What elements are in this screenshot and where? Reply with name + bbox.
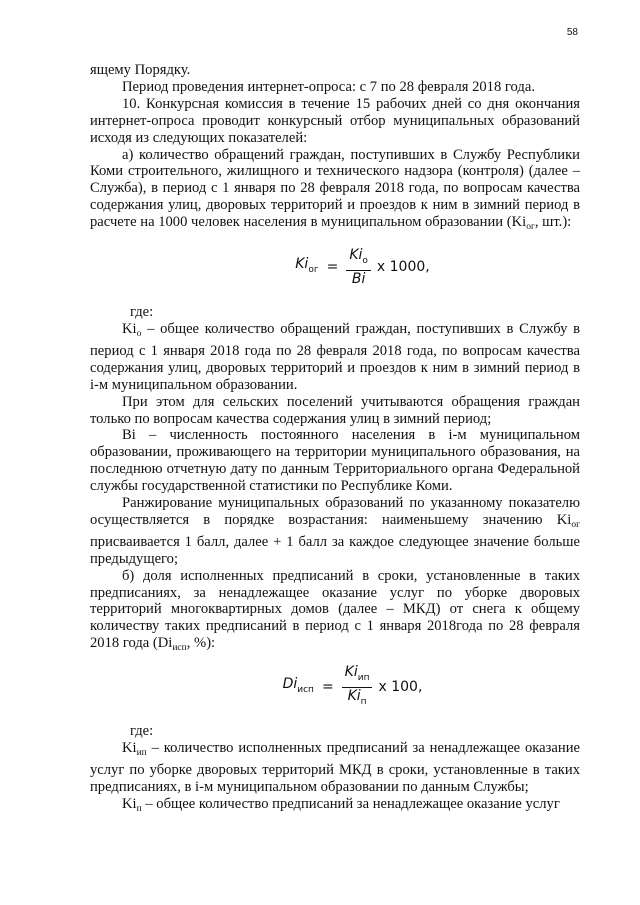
paragraph-ki-ip-definition: $Ki_{ип}$ – количество исполненных предписаний за ненадлежащее оказание услуг по уборке дворовых территорий МКД в сроки, установленные в таких предписаниях, в i-м муниципальном образовании по данным Службы;	[90, 740, 580, 795]
formula-2-equals: =	[321, 678, 334, 695]
formula-2-fraction	[342, 664, 373, 711]
paragraph-ki-o-definition: $Ki_о$ – общее количество обращений граждан, поступивших в Службу в период с 1 января 2018 года по 28 февраля 2018 года, по вопросам качества содержания улиц, дворовых территорий и проездов к ним в зимний период в i-м муниципальном образовании.	[90, 320, 580, 393]
formula-1-denominator: Bi	[351, 270, 366, 287]
indicator-a-text: а) количество обращений граждан, поступивших в Службу Республики Коми строительного, жилищного и технического надзора (контроля) (далее – Служба), в период с 1 января по 28 февраля 2018 года, по вопросам качества содержания улиц, дворовых территорий и проездов к ним в зимний период в расчете на 1000 человек населения в муниципальном образовании (Ki	[90, 146, 580, 231]
formula-2-multiplier: x 100,	[378, 678, 423, 695]
paragraph-survey-period: Период проведения интернет-опроса: с 7 по 28 февраля 2018 года.	[122, 78, 535, 95]
paragraph-indicator-a	[90, 147, 580, 237]
paragraph-indicator-b: б) доля исполненных предписаний в сроки, установленные в таких предписаниях, за ненадлежащее оказание услуг по уборке дворовых территорий многоквартирных домов (далее – МКД) от снега к общему количеству таких предписаний в период с 1 января 2018года по 28 февраля 2018 года ($Di_{исп}$, %):	[90, 567, 580, 654]
page-number: 58	[566, 27, 578, 38]
formula-1-fraction	[346, 247, 371, 288]
label-where-1: где:	[130, 304, 154, 321]
indicator-a-subscript: ог	[526, 222, 535, 233]
formula-2-lhs: $Di_{исп}$	[282, 675, 314, 695]
label-where-2: где:	[130, 723, 154, 740]
paragraph-commission: 10. Конкурсная комиссия в течение 15 рабочих дней со дня окончания интернет-опроса проводит конкурсный отбор муниципальных образований исходя из следующих показателей:	[90, 95, 580, 146]
formula-2-numerator: $Ki_{ип}$	[342, 664, 373, 688]
formula-1-multiplier: x 1000,	[376, 258, 430, 275]
paragraph-continuation: ящему Порядку.	[90, 62, 191, 78]
paragraph-ki-p-definition: $Ki_п$ – общее количество предписаний за ненадлежащее оказание услуг	[122, 795, 560, 814]
formula-ki-og	[90, 236, 580, 298]
paragraph-ranking: Ранжирование муниципальных образований по указанному показателю осуществляется в порядке возрастания: наименьшему значению $Ki_{ог}$ присваивается 1 балл, далее + 1 балл за каждое следующее значение больше предыдущего;	[90, 495, 580, 567]
formula-di-isp	[90, 657, 580, 717]
paragraph-rural-note: При этом для сельских поселений учитываются обращения граждан только по вопросам качества содержания улиц в зимний период;	[90, 393, 580, 427]
indicator-a-tail: , шт.):	[534, 214, 572, 231]
document-body	[90, 62, 580, 818]
formula-1-lhs: $Ki_{ог}$	[295, 255, 319, 275]
formula-2-denominator: $Ki_п$	[347, 687, 367, 707]
formula-1-equals: =	[326, 258, 339, 275]
formula-1-numerator: $Ki_о$	[346, 247, 371, 271]
paragraph-bi-definition: Bi – численность постоянного населения в i-м муниципальном образовании, проживающего на территории муниципального образования, на последнюю отчетную дату по данным Территориального органа Федеральной службы государственной статистики по Республике Коми.	[90, 427, 580, 495]
